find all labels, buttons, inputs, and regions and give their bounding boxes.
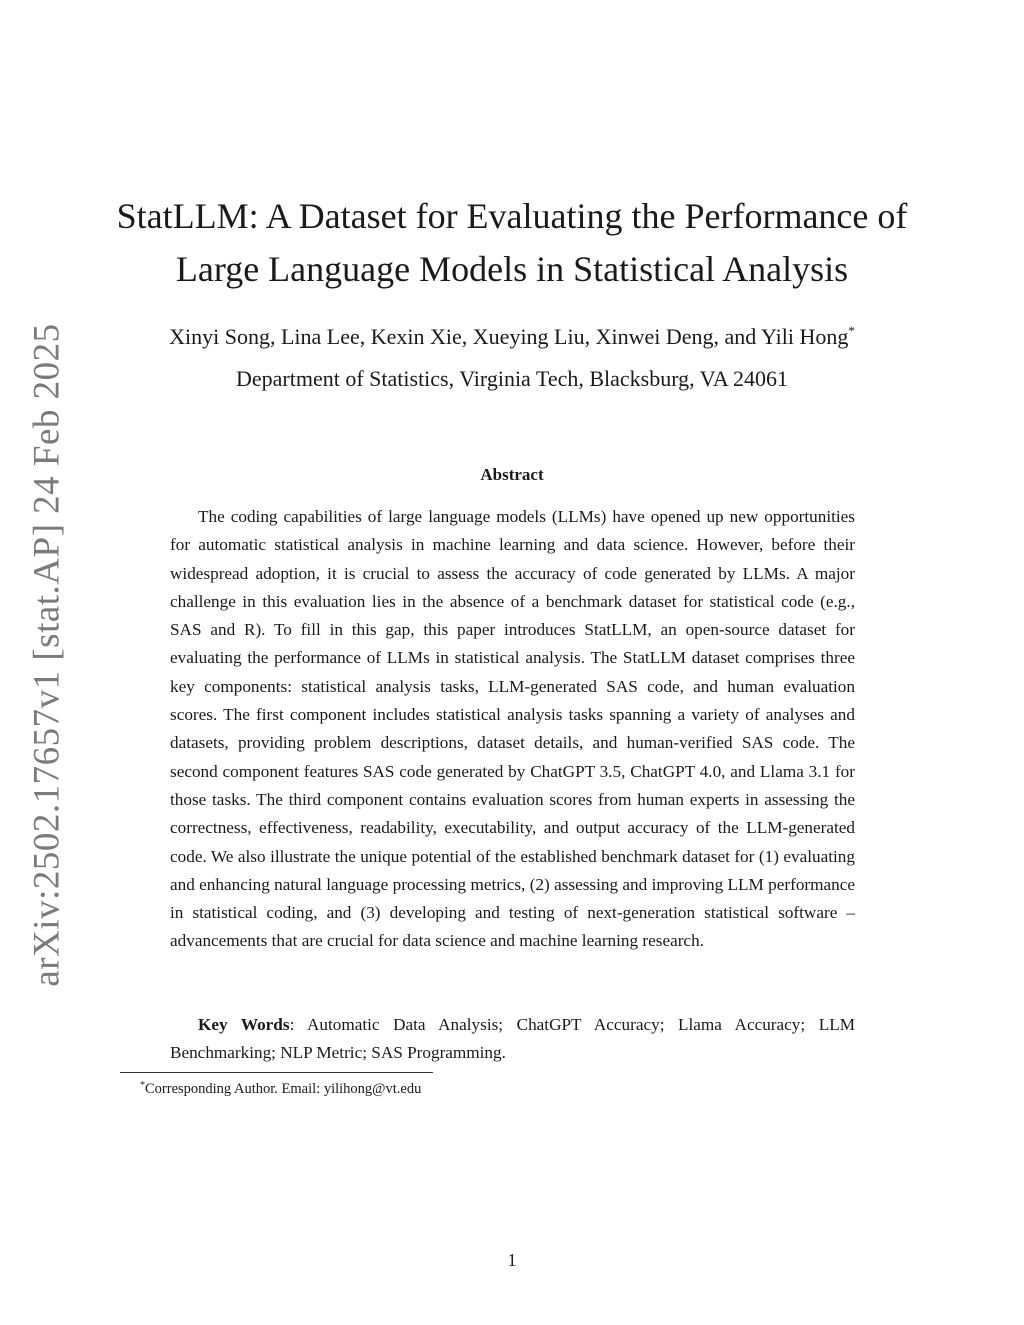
footnote: [140, 1076, 421, 1099]
keywords: [170, 1011, 855, 1068]
paper-title-line-2: Large Language Models in Statistical Analysis: [175, 249, 849, 289]
footnote-mark: *: [140, 1080, 145, 1091]
footnote-divider: [120, 1072, 433, 1073]
affiliation: Department of Statistics, Virginia Tech, Blacksburg, VA 24061: [236, 366, 788, 391]
abstract-heading: Abstract: [480, 465, 544, 484]
footnote-text: Corresponding Author. Email: yilihong@vt.edu: [145, 1081, 422, 1097]
corresponding-author-mark: *: [848, 323, 855, 338]
keywords-text: : Automatic Data Analysis; ChatGPT Accuracy; Llama Accuracy; LLM Benchmarking; NLP Metric; SAS Programming.: [170, 1015, 855, 1063]
arxiv-identifier-stamp: arXiv:2502.17657v1 [stat.AP] 24 Feb 2025: [26, 323, 68, 987]
keywords-label: Key Words: [198, 1015, 290, 1034]
author-list: [110, 316, 914, 352]
paper-title-line-1: StatLLM: A Dataset for Evaluating the Performance of: [116, 196, 908, 236]
author-names: Xinyi Song, Lina Lee, Kexin Xie, Xueying Liu, Xinwei Deng, and Yili Hong: [169, 324, 849, 349]
abstract-body: The coding capabilities of large language models (LLMs) have opened up new opportunities for automatic statistical analysis in machine learning and data science. However, before their widespread adoption, it is crucial to assess the accuracy of code generated by LLMs. A major challenge in this evaluation lies in the absence of a benchmark dataset for statistical code (e.g., SAS and R). To fill in this gap, this paper introduces StatLLM, an open-source dataset for evaluating the performance of LLMs in statistical analysis. The StatLLM dataset comprises three key components: statistical analysis tasks, LLM-generated SAS code, and human evaluation scores. The first component includes statistical analysis tasks spanning a variety of analyses and datasets, providing problem descriptions, dataset details, and human-verified SAS code. The second component features SAS code generated by ChatGPT 3.5, ChatGPT 4.0, and Llama 3.1 for those tasks. The third component contains evaluation scores from human experts in assessing the correctness, effectiveness, readability, executability, and output accuracy of the LLM-generated code. We also illustrate the unique potential of the established benchmark dataset for (1) evaluating and enhancing natural language processing metrics, (2) assessing and improving LLM performance in statistical coding, and (3) developing and testing of next-generation statistical software – advancements that are crucial for data science and machine learning research.: [170, 507, 855, 951]
page-number: 1: [507, 1250, 517, 1270]
paper-title: [110, 190, 914, 296]
